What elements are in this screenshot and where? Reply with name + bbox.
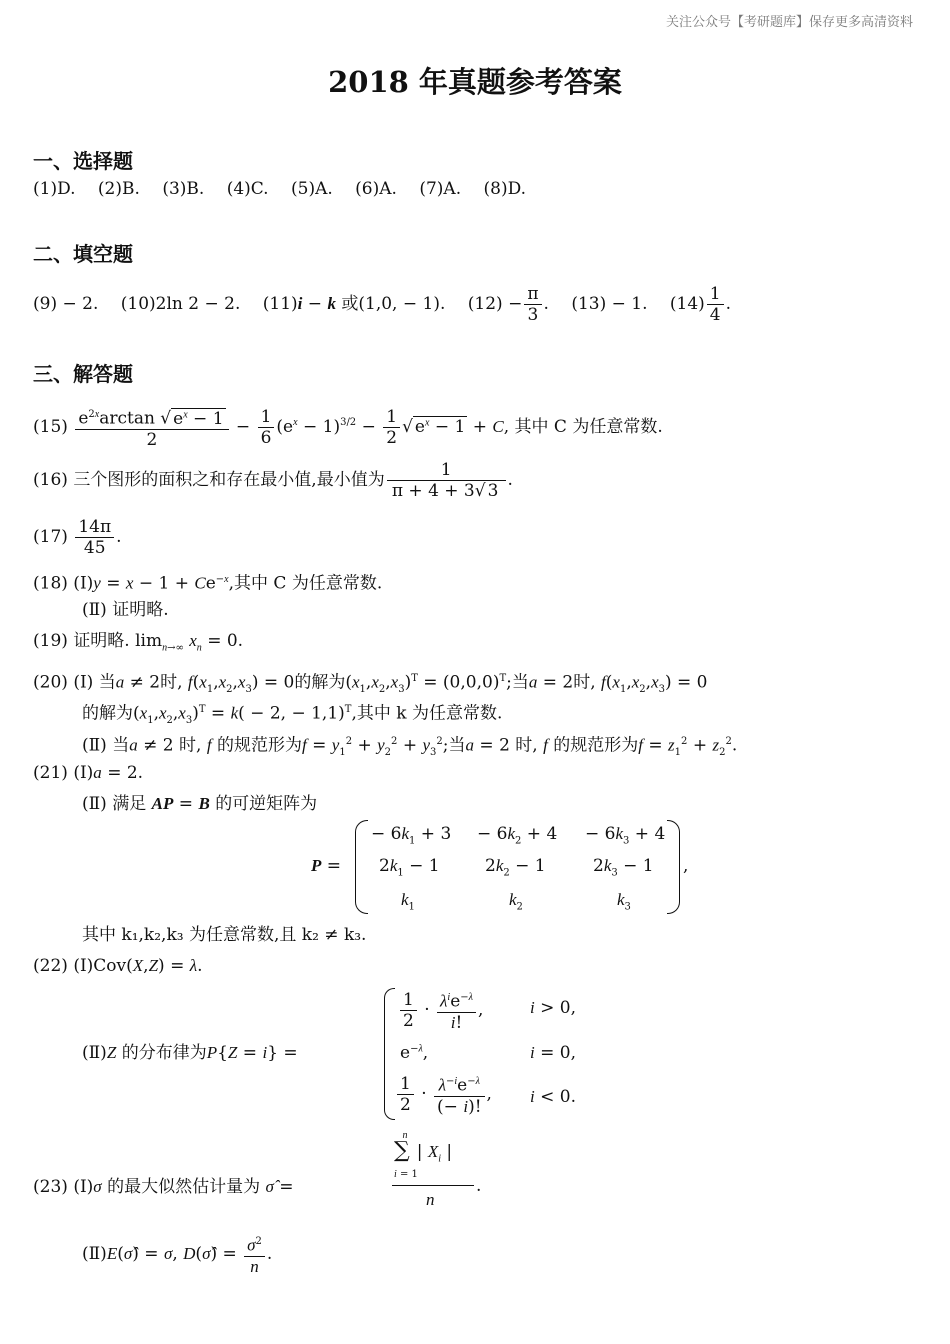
section-fill: 二、填空题 (33, 242, 133, 266)
fill-answers: (9) − 2. (10)2ln 2 − 2. (11)i − k 或(1,0, − 1). (12) − $\frac{\pi}{3}$ . (13) − 1. (14) $\frac{1}{4}$ . (33, 284, 732, 325)
q22-part2: (Ⅱ)Z 的分布律为P{Z = i} = (82, 1043, 298, 1063)
section-choice: 一、选择题 (33, 149, 133, 173)
q21-part1: (21) (Ⅰ)a = 2. (33, 763, 144, 783)
case-3: $\frac{1}{2}$ · $\frac{\lambda^{-i}e^{-\lambda}}{(- i)!}$ , (395, 1072, 492, 1117)
section-solution: 三、解答题 (33, 362, 133, 386)
q17: (17) $\frac{14\pi}{45}$ . (33, 517, 122, 558)
choice-4: (4)C. (226, 179, 269, 199)
matrix-p: P = − $6k_1 + 3$ − $6k_2 + 4$ − $6k_3 + 4$ $2k_1 - 1$ $2k_2 - 1$ $2k_3 - 1$ $k_1$ $k_2$ $k_3$ , (305, 818, 695, 918)
q22-part1: (22) (Ⅰ)Cov(X,Z) = λ. (33, 956, 203, 976)
choice-2: (2)B. (97, 179, 140, 199)
q18-part2: (Ⅱ) 证明略. (82, 600, 169, 620)
case-2: $e^{-\lambda}$, (400, 1043, 429, 1063)
page-title: 2018 年真题参考答案 (328, 65, 622, 99)
q15: (15) $\frac{e^{2x}\arctan √ e^x - 1}{2}$ − $\frac{1}{6}$ $(e^x - 1)^{3/2}$ − $\frac{1}{2}$ √ $e^x - 1 + C$, 其中 C 为任意常数. (33, 406, 663, 450)
choice-8: (8)D. (483, 179, 527, 199)
q20-line2: 的解为$(x_1,x_2,x_3)^T = k( - 2$, − 1,1)$^T$,其中 k 为任意常数. (82, 703, 503, 727)
q20-line3: (Ⅱ) 当a ≠ 2 时, f 的规范形为$f = y_1^2 + y_2^2 + y_3^2$;当a = 2 时, f 的规范形为$f = z_1^2 + z_2^2$. (82, 735, 738, 759)
q23-part1: (23) (Ⅰ)σ 的最大似然估计量为 σ̂ = (33, 1177, 294, 1197)
q23-part2: (Ⅱ)E(σ̂) = σ, D(σ̂) = $\frac{\sigma^2}{n}$ . (82, 1232, 272, 1277)
piecewise-brace (384, 988, 395, 1120)
choice-answers (33, 178, 526, 200)
q19: (19) 证明略. $\lim_{n\to\infty} x_n = 0$. (33, 631, 244, 654)
watermark: 关注公众号【考研题库】保存更多高清资料 (665, 15, 913, 30)
choice-3: (3)B. (162, 179, 205, 199)
sum-expression: n ∑ | $X_i$ | i = 1 (394, 1130, 453, 1181)
choice-5: (5)A. (291, 179, 333, 199)
q21-part2: (Ⅱ) 满足 AP = B 的可逆矩阵为 (82, 794, 318, 814)
choice-1: (1)D. (33, 179, 76, 199)
q20-line1: (20) (Ⅰ) 当a ≠ 2时, $f(x_1,x_2,x_3) = 0$的解为$(x_1,x_2,x_3)^T = (0,0,0)^T$;当a = 2时, $f(x_1,x_2,x_3) = 0$ (33, 672, 708, 696)
choice-6: (6)A. (355, 179, 397, 199)
q16: (16) 三个图形的面积之和存在最小值,最小值为 $\frac{1}{\pi + 4 + 3√ 3}$ . (33, 460, 513, 501)
case-1: $\frac{1}{2}$ · $\lambda^ie^{-\lambda}$ i! , (398, 988, 483, 1033)
choice-7: (7)A. (419, 179, 462, 199)
q21-tail: 其中 k₁,k₂,k₃ 为任意常数,且 k₂ ≠ k₃. (82, 925, 367, 945)
q18-part1: (18) (Ⅰ)y = $x - 1 + Ce^{-x}$,其中 C 为任意常数. (33, 573, 383, 594)
